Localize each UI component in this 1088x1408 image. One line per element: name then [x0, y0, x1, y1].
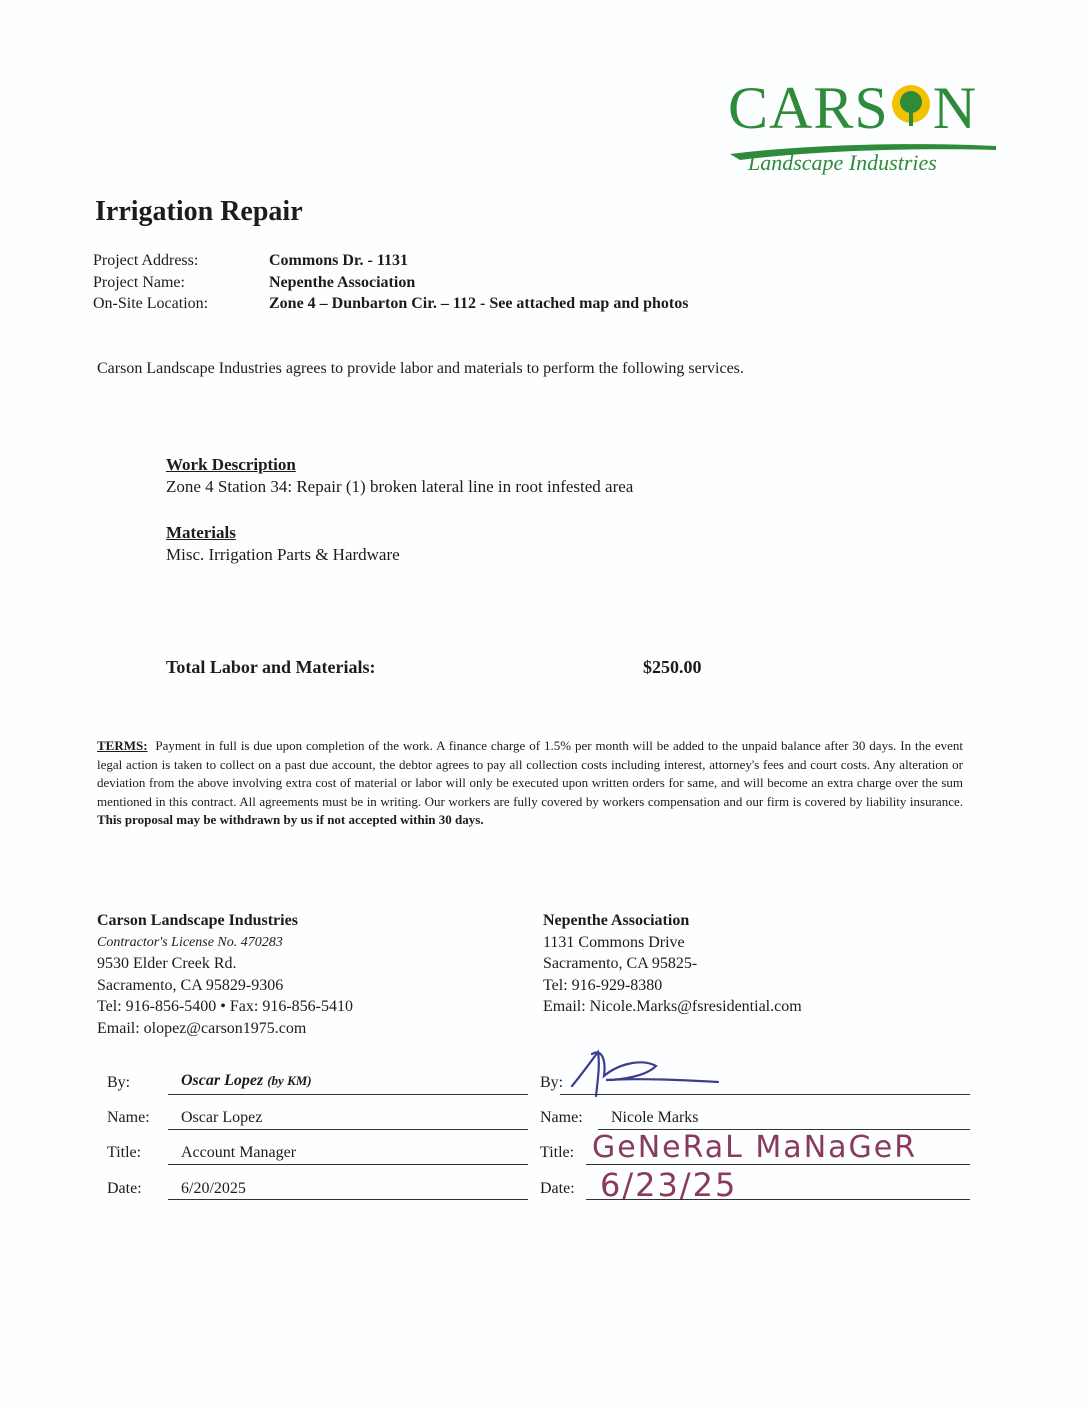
contractor-city: Sacramento, CA 95829-9306	[97, 976, 284, 994]
contractor-title-line	[168, 1164, 528, 1165]
project-address-row	[93, 250, 408, 272]
document-title: Irrigation Repair	[95, 196, 303, 227]
client-date-label: Date:	[540, 1180, 575, 1197]
contractor-name-label: Name:	[107, 1109, 150, 1126]
contractor-signer-title: Account Manager	[181, 1144, 297, 1161]
contractor-signature	[181, 1072, 312, 1090]
contractor-name-line	[168, 1129, 528, 1130]
client-phone: Tel: 916-929-8380	[543, 976, 663, 994]
client-signer-title: GeNeRaL MaNaGeR	[592, 1130, 918, 1165]
project-address-label: Project Address:	[93, 252, 199, 269]
client-info	[543, 910, 802, 1018]
project-address-value: Commons Dr. - 1131	[269, 252, 408, 269]
contractor-street: 9530 Elder Creek Rd.	[97, 955, 237, 972]
work-description-heading: Work Description	[166, 455, 296, 474]
terms-label: TERMS:	[97, 738, 148, 753]
total-label: Total Labor and Materials:	[166, 657, 376, 677]
logo-subtitle: Landscape Industries	[748, 150, 937, 175]
tree-icon	[889, 82, 933, 130]
contractor-by-line	[168, 1094, 528, 1095]
on-site-location-value: Zone 4 – Dunbarton Cir. – 112 - See attached map and photos	[269, 295, 689, 312]
client-title-label: Title:	[540, 1144, 575, 1161]
on-site-location-row	[93, 293, 688, 315]
client-name: Nepenthe Association	[543, 912, 690, 929]
client-by-line	[560, 1094, 970, 1095]
work-description-text: Zone 4 Station 34: Repair (1) broken lateral line in root infested area	[166, 477, 634, 496]
contractor-date-line	[168, 1199, 528, 1200]
contractor-by-label: By:	[107, 1074, 131, 1091]
on-site-location-label: On-Site Location:	[93, 295, 209, 312]
client-signer-name: Nicole Marks	[611, 1109, 699, 1126]
materials-section	[166, 523, 400, 565]
contractor-info	[97, 910, 353, 1039]
contractor-phone: Tel: 916-856-5400 • Fax: 916-856-5410	[97, 998, 354, 1015]
logo-wordmark: CARS N	[728, 75, 978, 141]
contractor-title-label: Title:	[107, 1144, 142, 1161]
terms-body: Payment in full is due upon completion of the work. A finance charge of 1.5% per month will be added to the unpaid balance after 30 days. In the event legal action is taken to collect on a past due account, the debtor agrees to pay all collection costs including interest, attorney's fees and court costs. Any alteration or deviation from the above involving extra cost of material or labor will only be executed upon written orders for same, and will become an extra charge over the sum mentioned in this contract. All agreements must be in writing. Our workers are fully covered by workers compensation and our firm is covered by liability insurance.	[97, 738, 963, 809]
contractor-license: Contractor's License No. 470283	[97, 934, 283, 950]
client-city: Sacramento, CA 95825-	[543, 955, 698, 972]
client-name-label: Name:	[540, 1109, 583, 1126]
client-by-label: By:	[540, 1074, 564, 1091]
total-amount: $250.00	[643, 657, 702, 677]
contractor-signed-date: 6/20/2025	[181, 1180, 246, 1197]
client-street: 1131 Commons Drive	[543, 933, 685, 951]
terms-withdrawal-notice: This proposal may be withdrawn by us if not accepted within 30 days.	[97, 812, 484, 827]
contractor-signature-name: Oscar Lopez	[181, 1072, 264, 1089]
terms-block	[97, 737, 963, 830]
materials-heading: Materials	[166, 523, 236, 542]
project-name-row	[93, 272, 415, 294]
intro-text: Carson Landscape Industries agrees to provide labor and materials to perform the following services.	[97, 360, 744, 377]
project-name-value: Nepenthe Association	[269, 274, 416, 291]
contractor-signer-name: Oscar Lopez	[181, 1109, 263, 1126]
company-logo	[700, 75, 1000, 188]
contractor-name: Carson Landscape Industries	[97, 912, 298, 929]
contractor-signature-note: (by KM)	[267, 1073, 312, 1088]
contractor-date-label: Date:	[107, 1180, 142, 1197]
materials-text: Misc. Irrigation Parts & Hardware	[166, 545, 400, 564]
client-title-line	[586, 1164, 970, 1165]
project-name-label: Project Name:	[93, 274, 185, 291]
client-email: Email: Nicole.Marks@fsresidential.com	[543, 998, 802, 1015]
work-description-section	[166, 455, 633, 497]
client-date-line	[586, 1199, 970, 1200]
contractor-email: Email: olopez@carson1975.com	[97, 1019, 307, 1037]
client-signed-date: 6/23/25	[600, 1166, 738, 1204]
